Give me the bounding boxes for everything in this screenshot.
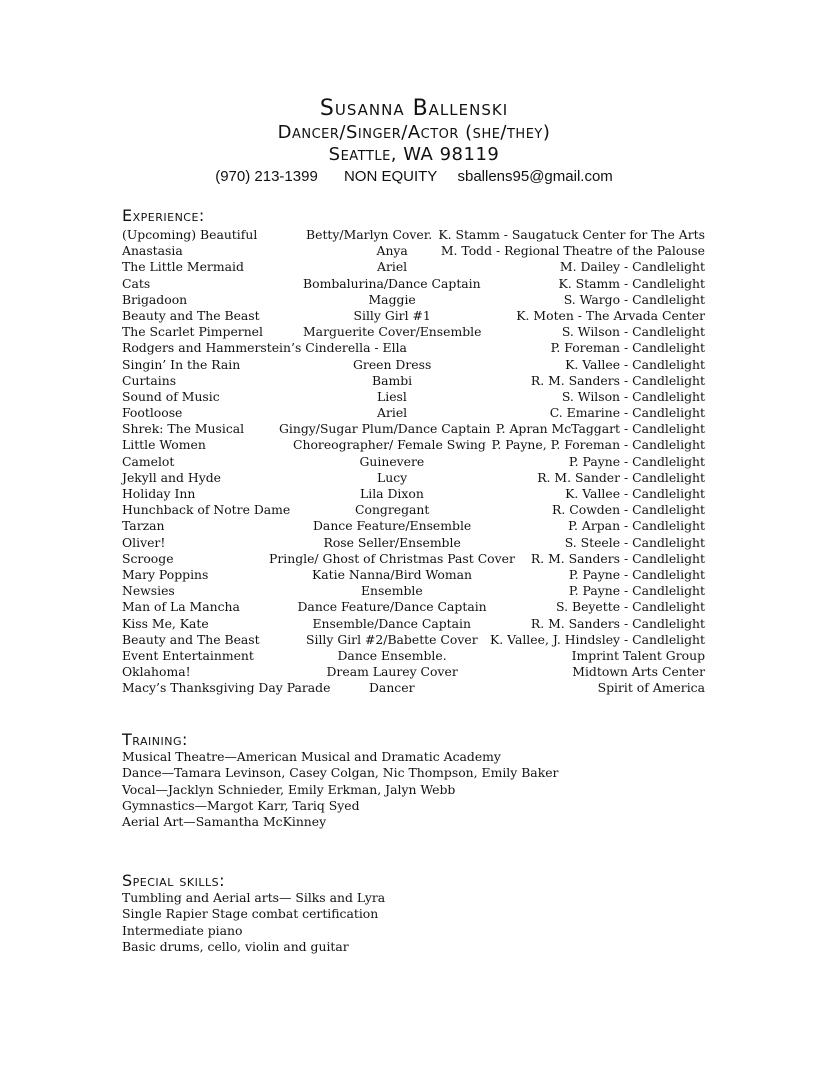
experience-row: [122, 599, 705, 615]
show-title: Shrek: The Musical: [122, 421, 245, 437]
show-title: Tarzan: [122, 518, 165, 534]
director-venue: P. Payne, P. Foreman - Candlelight: [491, 437, 705, 453]
experience-row: [122, 357, 705, 373]
director-venue: Spirit of America: [597, 680, 705, 696]
experience-row: [122, 421, 705, 437]
show-title: Curtains: [122, 372, 177, 388]
show-title: Footloose: [122, 405, 183, 421]
show-title: Scrooge: [122, 550, 174, 566]
director-venue: R. M. Sanders - Candlelight: [530, 550, 705, 566]
director-venue: S. Beyette - Candlelight: [556, 599, 705, 615]
training-item: Dance—Tamara Levinson, Casey Colgan, Nic Thompson, Emily Baker: [122, 765, 559, 781]
director-venue: P. Foreman - Candlelight: [550, 340, 705, 356]
director-venue: R. M. Sanders - Candlelight: [530, 372, 705, 388]
experience-row: [122, 437, 705, 453]
director-venue: P. Payne - Candlelight: [568, 583, 705, 599]
role-name: Dancer: [369, 680, 415, 696]
experience-row: [122, 243, 705, 259]
role-name: Bombalurina/Dance Captain: [303, 275, 481, 291]
show-title: The Little Mermaid: [122, 259, 244, 275]
contact-line: [0, 167, 828, 187]
director-venue: Midtown Arts Center: [572, 664, 705, 680]
show-title: Kiss Me, Kate: [122, 615, 209, 631]
skill-item: Single Rapier Stage combat certification: [122, 906, 379, 922]
skill-item: Basic drums, cello, violin and guitar: [122, 938, 349, 954]
role-name: Ariel: [377, 259, 408, 275]
experience-row: [122, 535, 705, 551]
show-title: Macy’s Thanksgiving Day Parade: [122, 680, 331, 696]
special-skills-list: [122, 890, 385, 955]
experience-row: [122, 340, 705, 356]
training-item: Musical Theatre—American Musical and Dramatic Academy: [122, 749, 501, 764]
role-name: Gingy/Sugar Plum/Dance Captain: [279, 421, 491, 437]
show-title: Oliver!: [122, 534, 166, 550]
director-venue: K. Stamm - Candlelight: [558, 275, 705, 291]
experience-row: [122, 259, 705, 275]
director-venue: S. Wargo - Candlelight: [563, 291, 705, 307]
show-title: Newsies: [122, 583, 175, 599]
director-venue: M. Todd - Regional Theatre of the Palouse: [440, 243, 705, 259]
director-venue: P. Arpan - Candlelight: [568, 518, 705, 534]
director-venue: K. Moten - The Arvada Center: [516, 307, 705, 323]
role-name: Betty/Marlyn Cover.: [306, 227, 433, 242]
director-venue: M. Dailey - Candlelight: [559, 259, 705, 275]
experience-row: [122, 227, 705, 243]
experience-row: [122, 292, 705, 308]
role-name: Anya: [376, 243, 408, 259]
show-title: Singin’ In the Rain: [122, 356, 241, 372]
show-title: The Scarlet Pimpernel: [122, 324, 263, 340]
role-name: Katie Nanna/Bird Woman: [312, 566, 472, 582]
experience-row: [122, 405, 705, 421]
show-title: Jekyll and Hyde: [122, 469, 221, 485]
director-venue: P. Payne - Candlelight: [568, 453, 705, 469]
experience-heading: Experience:: [122, 206, 205, 225]
role-name: Silly Girl #1: [353, 307, 431, 323]
show-title: Hunchback of Notre Dame: [122, 502, 291, 518]
experience-row: [122, 551, 705, 567]
show-title: Holiday Inn: [122, 486, 196, 501]
role-name: Dream Laurey Cover: [326, 664, 458, 680]
role-name: Congregant: [355, 502, 430, 518]
show-title: Oklahoma!: [122, 664, 191, 680]
experience-row: [122, 680, 705, 696]
director-venue: R. M. Sanders - Candlelight: [530, 615, 705, 631]
training-list: [122, 749, 558, 830]
director-venue: C. Emarine - Candlelight: [549, 405, 705, 421]
role-name: Ensemble: [361, 583, 423, 599]
director-venue: R. M. Sander - Candlelight: [537, 469, 705, 485]
role-name: Ensemble/Dance Captain: [312, 615, 471, 631]
experience-row: [122, 373, 705, 389]
role-name: Ariel: [377, 405, 408, 421]
show-title: Cats: [122, 275, 151, 291]
experience-row: [122, 389, 705, 405]
experience-row: [122, 486, 705, 502]
training-heading: Training:: [122, 730, 188, 749]
show-title: Sound of Music: [122, 388, 220, 404]
show-title: Beauty and The Beast: [122, 631, 260, 647]
experience-row: [122, 518, 705, 534]
show-title: Rodgers and Hammerstein’s Cinderella - Ella: [122, 340, 407, 356]
show-title: Little Women: [122, 437, 206, 453]
training-item: Vocal—Jacklyn Schnieder, Emily Erkman, Jalyn Webb: [122, 781, 456, 797]
training-item: Aerial Art—Samantha McKinney: [122, 814, 327, 830]
show-title: Man of La Mancha: [122, 599, 240, 615]
experience-row: [122, 454, 705, 470]
role-name: Liesl: [377, 388, 407, 404]
skill-item: Intermediate piano: [122, 922, 243, 938]
show-title: (Upcoming) Beautiful: [122, 227, 258, 242]
experience-row: [122, 664, 705, 680]
resume-header: [0, 96, 828, 187]
role-name: Guinevere: [359, 453, 425, 469]
experience-row: [122, 567, 705, 583]
director-venue: S. Steele - Candlelight: [564, 534, 705, 550]
role-name: Dance Ensemble.: [337, 647, 447, 663]
experience-row: [122, 632, 705, 648]
director-venue: Imprint Talent Group: [571, 647, 705, 663]
director-venue: K. Vallee, J. Hindsley - Candlelight: [490, 631, 705, 647]
experience-row: [122, 276, 705, 292]
union-status: NON EQUITY: [343, 168, 438, 185]
email-address: sballens95@gmail.com: [457, 168, 613, 185]
experience-row: [122, 308, 705, 324]
special-skills-heading: Special skills:: [122, 871, 225, 890]
show-title: Anastasia: [122, 243, 183, 259]
role-name: Dance Feature/Ensemble: [313, 518, 472, 534]
director-venue: P. Apran McTaggart - Candlelight: [495, 421, 705, 437]
director-venue: K. Stamm - Saugatuck Center for The Arts: [438, 227, 705, 242]
role-name: Bambi: [372, 372, 413, 388]
experience-row: [122, 324, 705, 340]
director-venue: R. Cowden - Candlelight: [552, 502, 705, 518]
show-title: Camelot: [122, 453, 175, 469]
phone-number: (970) 213-1399: [215, 168, 318, 185]
role-name: Marguerite Cover/Ensemble: [303, 324, 482, 340]
director-venue: K. Vallee - Candlelight: [565, 356, 705, 372]
role-name: Pringle/ Ghost of Christmas Past Cover: [269, 550, 515, 566]
experience-table: [122, 227, 705, 696]
director-venue: S. Wilson - Candlelight: [561, 388, 705, 404]
director-venue: K. Vallee - Candlelight: [565, 486, 705, 501]
role-name: Dance Feature/Dance Captain: [297, 599, 487, 615]
role-name: Rose Seller/Ensemble: [323, 534, 461, 550]
role-name: Choreographer/ Female Swing: [293, 437, 486, 453]
skill-item: Tumbling and Aerial arts— Silks and Lyra: [122, 890, 386, 905]
experience-row: [122, 616, 705, 632]
role-name: Maggie: [368, 291, 416, 307]
role-name: Lila Dixon: [360, 486, 424, 501]
role-name: Green Dress: [353, 356, 432, 372]
director-venue: S. Wilson - Candlelight: [561, 324, 705, 340]
performer-roles: Dancer/Singer/Actor (she/they): [277, 122, 551, 143]
experience-row: [122, 648, 705, 664]
experience-row: [122, 470, 705, 486]
performer-location: Seattle, WA 98119: [328, 144, 500, 165]
director-venue: P. Payne - Candlelight: [568, 566, 705, 582]
role-name: Lucy: [377, 469, 408, 485]
training-item: Gymnastics—Margot Karr, Tariq Syed: [122, 797, 360, 813]
performer-name: Susanna Ballenski: [319, 96, 509, 121]
show-title: Event Entertainment: [122, 647, 254, 663]
show-title: Beauty and The Beast: [122, 307, 260, 323]
show-title: Brigadoon: [122, 291, 188, 307]
experience-row: [122, 583, 705, 599]
show-title: Mary Poppins: [122, 566, 209, 582]
experience-row: [122, 502, 705, 518]
role-name: Silly Girl #2/Babette Cover: [306, 631, 478, 647]
